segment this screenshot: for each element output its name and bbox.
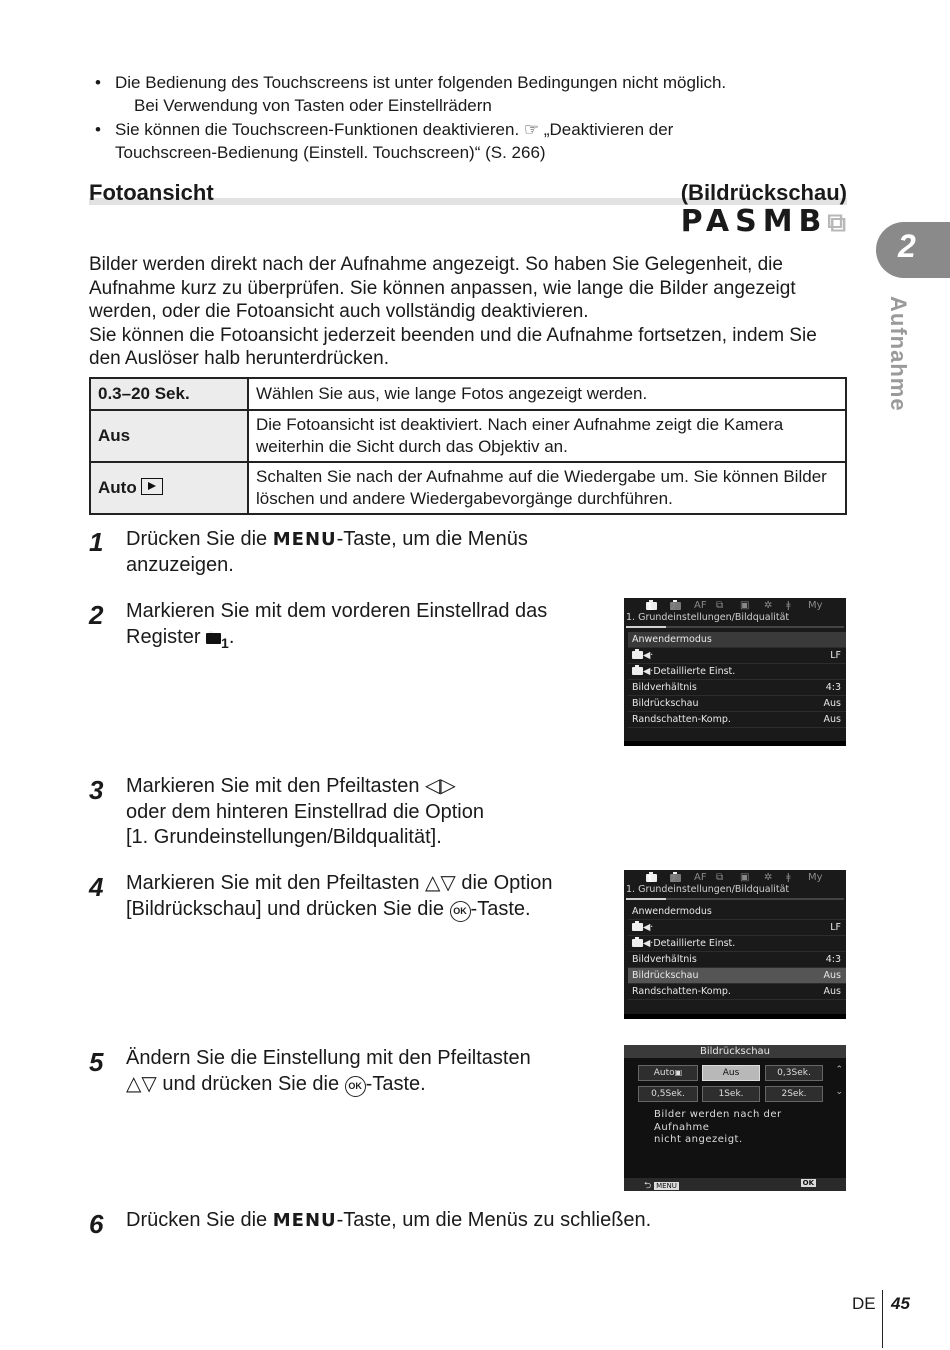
sound-icon: ◀· bbox=[643, 650, 654, 661]
step-text bbox=[126, 527, 528, 578]
step-text-part: anzuzeigen. bbox=[126, 553, 234, 576]
review-setting-screen bbox=[624, 1045, 846, 1191]
option-desc: Schalten Sie nach der Aufnahme auf die Wiedergabe um. Sie können Bilder löschen und andere Wiedergabevorgänge durchführen. bbox=[248, 462, 846, 514]
step-text-part: Markieren Sie mit dem vorderen Einstellrad das bbox=[126, 600, 548, 622]
option-03s-button[interactable]: 0,3Sek. bbox=[765, 1065, 823, 1081]
tab-af: AF bbox=[694, 600, 707, 611]
step-text-part: -Taste. bbox=[365, 1072, 426, 1095]
menu-row: ◀·Detaillierte Einst. bbox=[628, 936, 846, 952]
menu-key-label: MENU bbox=[272, 1210, 337, 1231]
menu-row-selected: Bildrückschau Aus bbox=[628, 968, 846, 984]
camera-icon bbox=[632, 651, 643, 659]
menu-tabs: 1 2 AF ⧉ ▣ ✲ ǂ My bbox=[646, 872, 823, 885]
step-text-part: Markieren Sie mit den Pfeiltasten △▽ die Option bbox=[126, 872, 553, 894]
menu-underline bbox=[626, 626, 844, 628]
camera-icon bbox=[632, 923, 643, 931]
menu-row: Randschatten-Komp. Aus bbox=[628, 984, 846, 1000]
note-bullet-1 bbox=[95, 71, 835, 117]
step-text-part: -Taste. bbox=[470, 897, 531, 920]
mode-letters: PASMB bbox=[680, 204, 828, 239]
ok-icon[interactable]: OK bbox=[802, 1179, 814, 1187]
mode-indicator bbox=[681, 204, 846, 239]
step-text-part: Register bbox=[126, 625, 201, 648]
option-key: 0.3–20 Sek. bbox=[90, 378, 248, 410]
movie-icon: ⧉ bbox=[827, 208, 846, 238]
sound-icon: ◀· bbox=[643, 938, 654, 949]
table-row bbox=[90, 378, 846, 410]
intro-text bbox=[89, 253, 849, 371]
ok-button-icon: OK bbox=[345, 1076, 366, 1097]
option-05s-button[interactable]: 0,5Sek. bbox=[638, 1086, 698, 1102]
gear-icon: ✲ bbox=[764, 600, 773, 611]
screen-footer bbox=[624, 741, 846, 746]
bullet-text: Die Bedienung des Touchscreens ist unter folgenden Bedingungen nicht möglich. bbox=[115, 73, 727, 92]
playback-tab-icon: ▣ bbox=[740, 600, 750, 611]
step-number: 3 bbox=[89, 775, 104, 805]
wrench-icon: ǂ bbox=[786, 872, 791, 883]
table-row bbox=[90, 410, 846, 462]
heading-subtitle: (Bildrückschau) bbox=[680, 180, 847, 205]
option-desc: Wählen Sie aus, wie lange Fotos angezeigt werden. bbox=[248, 378, 846, 410]
playback-tab-icon: ▣ bbox=[740, 872, 750, 883]
scroll-up-icon[interactable]: ⌃ bbox=[835, 1065, 843, 1075]
ok-button-icon: OK bbox=[450, 901, 471, 922]
camera-menu-screen-highlighted bbox=[624, 870, 846, 1019]
step-number: 4 bbox=[89, 872, 104, 902]
step-text bbox=[126, 599, 547, 656]
page-reference: ☞ „Deaktivieren der bbox=[523, 120, 674, 139]
sound-icon: ◀· bbox=[643, 666, 654, 677]
camera-icon bbox=[206, 633, 221, 644]
bullet-dot: • bbox=[95, 120, 101, 139]
scroll-down-icon[interactable]: ⌄ bbox=[835, 1087, 843, 1097]
menu-row: Bildverhältnis 4:3 bbox=[628, 952, 846, 968]
chapter-label: Aufnahme bbox=[886, 296, 911, 412]
step-text-part: [1. Grundeinstellungen/Bildqualität]. bbox=[126, 826, 442, 848]
step-number: 2 bbox=[89, 600, 104, 630]
menu-key-label: MENU bbox=[272, 529, 337, 550]
menu-row: ◀·Detaillierte Einst. bbox=[628, 664, 846, 680]
intro-paragraph: Bilder werden direkt nach der Aufnahme angezeigt. So haben Sie Gelegenheit, die Aufnahme kurz zu überprüfen. Sie können anpassen, wie lange die Bilder angezeigt werden, oder die Fotoansicht auch vollständig deaktivieren. bbox=[89, 254, 796, 322]
menu-subtitle: 1. Grundeinstellungen/Bildqualität bbox=[626, 884, 790, 895]
playback-icon bbox=[141, 478, 163, 495]
back-icon[interactable]: ⮌ MENU bbox=[644, 1181, 677, 1191]
language-label: DE bbox=[852, 1294, 876, 1313]
option-key bbox=[90, 462, 248, 514]
section-heading bbox=[89, 180, 847, 206]
step-text-part: oder dem hinteren Einstellrad die Option bbox=[126, 800, 484, 823]
step-text-part: Ändern Sie die Einstellung mit den Pfeiltasten bbox=[126, 1047, 531, 1069]
bullet-text: Bei Verwendung von Tasten oder Einstellrädern bbox=[134, 96, 492, 115]
menu-row: ◀· LF bbox=[628, 648, 846, 664]
screen-footer bbox=[624, 1178, 846, 1191]
step-text bbox=[126, 1046, 531, 1097]
step-text-part: -Taste, um die Menüs bbox=[336, 528, 528, 550]
tab-af: AF bbox=[694, 872, 707, 883]
option-description: Bilder werden nach der Aufnahme nicht angezeigt. bbox=[654, 1109, 782, 1145]
menu-row: Bildverhältnis 4:3 bbox=[628, 680, 846, 696]
video-tab-icon: ⧉ bbox=[716, 872, 724, 883]
step-text-part: △▽ und drücken Sie die bbox=[126, 1072, 340, 1095]
step-text-part: Drücken Sie die bbox=[126, 528, 273, 550]
camera-icon bbox=[632, 939, 643, 947]
tab-my-menu: My bbox=[808, 600, 823, 611]
bullet-text: Sie können die Touchscreen-Funktionen deaktivieren. bbox=[115, 120, 520, 139]
step-text-part: . bbox=[228, 625, 235, 648]
screen-footer bbox=[624, 1014, 846, 1019]
gear-icon: ✲ bbox=[764, 872, 773, 883]
options-table bbox=[89, 377, 847, 515]
video-tab-icon: ⧉ bbox=[716, 600, 724, 611]
tab-my-menu: My bbox=[808, 872, 823, 883]
note-bullet-2 bbox=[95, 118, 835, 164]
camera-icon bbox=[632, 667, 643, 675]
tab-subscript: 1 bbox=[221, 634, 229, 651]
footer-divider bbox=[882, 1290, 883, 1348]
chapter-number: 2 bbox=[898, 228, 916, 264]
intro-paragraph: Sie können die Fotoansicht jederzeit beenden und die Aufnahme fortsetzen, indem Sie den Auslöser halb herunterdrücken. bbox=[89, 324, 817, 369]
step-number: 6 bbox=[89, 1209, 104, 1239]
option-key-label: Auto bbox=[98, 478, 137, 497]
step-text bbox=[126, 871, 553, 922]
page-number: 45 bbox=[891, 1294, 910, 1313]
step-text bbox=[126, 1208, 651, 1234]
wrench-icon: ǂ bbox=[786, 600, 791, 611]
option-2s-button[interactable]: 2Sek. bbox=[765, 1086, 823, 1102]
playback-icon: ▣ bbox=[674, 1068, 683, 1077]
screen-title: Bildrückschau bbox=[624, 1045, 846, 1058]
menu-row: Anwendermodus bbox=[628, 904, 846, 920]
step-number: 1 bbox=[89, 527, 104, 557]
step-text-part: Drücken Sie die bbox=[126, 1209, 273, 1231]
option-key: Aus bbox=[90, 410, 248, 462]
option-off-button[interactable]: Aus bbox=[702, 1065, 760, 1081]
bullet-dot: • bbox=[95, 73, 101, 92]
menu-subtitle: 1. Grundeinstellungen/Bildqualität bbox=[626, 612, 790, 623]
step-text-part: Markieren Sie mit den Pfeiltasten ◁▷ bbox=[126, 775, 456, 797]
menu-row: ◀· LF bbox=[628, 920, 846, 936]
menu-row: Bildrückschau Aus bbox=[628, 696, 846, 712]
menu-row: Anwendermodus bbox=[628, 632, 846, 648]
menu-underline bbox=[626, 898, 844, 900]
camera-menu-screen bbox=[624, 598, 846, 746]
step-text bbox=[126, 774, 484, 851]
bullet-text: Touchscreen-Bedienung (Einstell. Touchscreen)“ (S. 266) bbox=[115, 143, 546, 162]
table-row bbox=[90, 462, 846, 514]
heading-title: Fotoansicht bbox=[89, 180, 214, 205]
sound-icon: ◀· bbox=[643, 922, 654, 933]
option-auto-button[interactable]: Auto▣ bbox=[638, 1065, 698, 1081]
step-number: 5 bbox=[89, 1047, 104, 1077]
option-1s-button[interactable]: 1Sek. bbox=[702, 1086, 760, 1102]
menu-row: Randschatten-Komp. Aus bbox=[628, 712, 846, 728]
option-desc: Die Fotoansicht ist deaktiviert. Nach einer Aufnahme zeigt die Kamera weiterhin die Sicht durch das Objektiv an. bbox=[248, 410, 846, 462]
step-text-part: [Bildrückschau] und drücken Sie die bbox=[126, 897, 444, 920]
menu-tabs: 1 2 AF ⧉ ▣ ✲ ǂ My bbox=[646, 600, 823, 613]
step-text-part: -Taste, um die Menüs zu schließen. bbox=[336, 1209, 652, 1231]
